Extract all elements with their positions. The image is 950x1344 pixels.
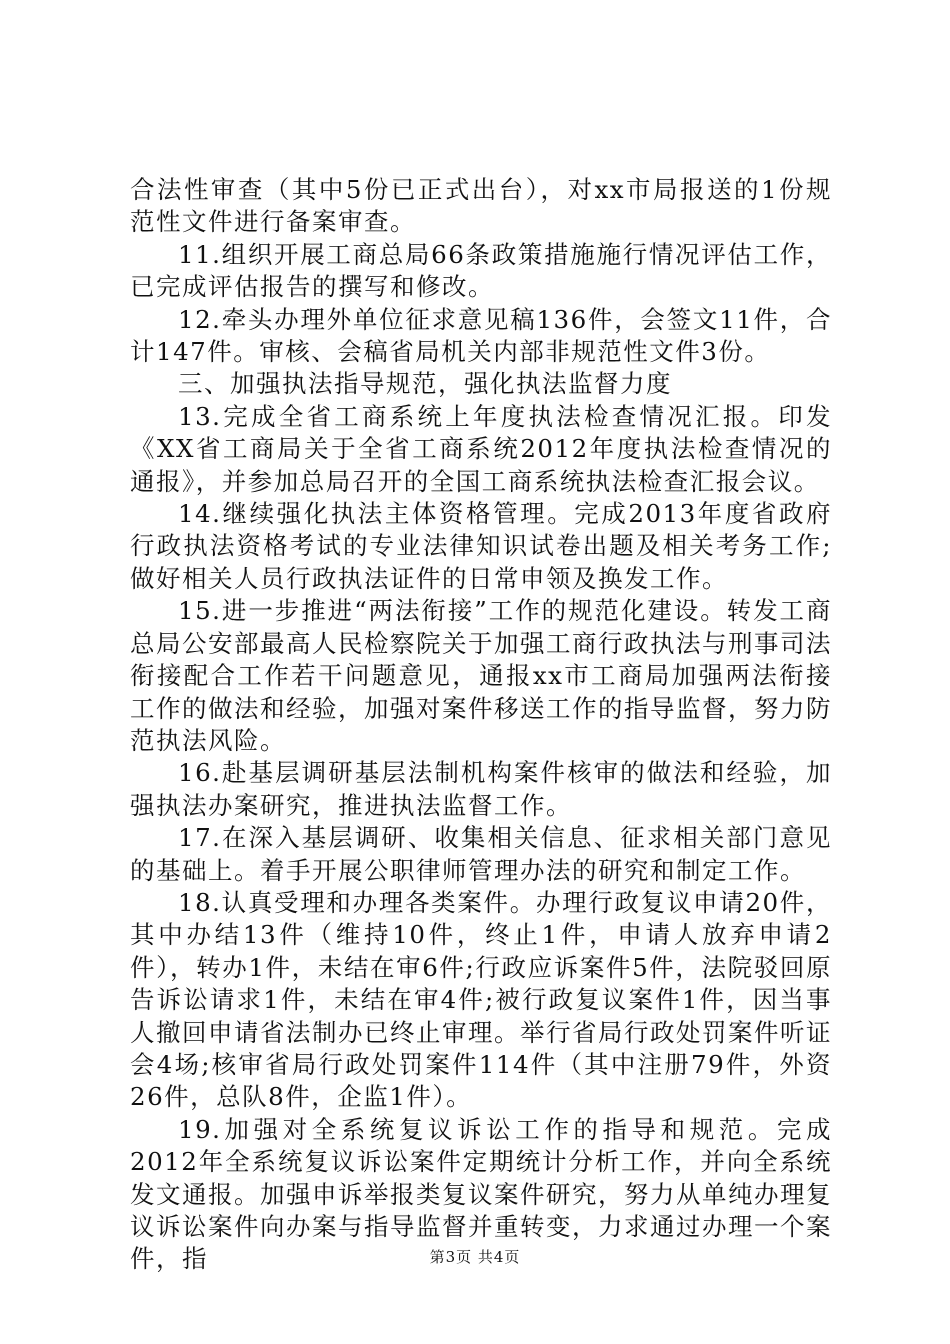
paragraph: 18.认真受理和办理各类案件。办理行政复议申请20件，其中办结13件（维持10件，终止1件，申请人放弃申请2件），转办1件，未结在审6件;行政应诉案件5件，法院驳回原告诉讼请求1件，未结在审4件;被行政复议案件1件，因当事人撤回申请省法制办已终止审理。举行省局行政处罚案件听证会4场;核审省局行政处罚案件114件（其中注册79件，外资26件，总队8件，企监1件）。 [130,887,832,1112]
paragraph: 合法性审查（其中5份已正式出台），对xx市局报送的1份规范性文件进行备案审查。 [130,175,832,237]
paragraph: 15.进一步推进“两法衔接”工作的规范化建设。转发工商总局公安部最高人民检察院关于加强工商行政执法与刑事司法衔接配合工作若干问题意见，通报xx市工商局加强两法衔接工作的做法和经验，加强对案件移送工作的指导监督，努力防范执法风险。 [130,596,832,755]
paragraph: 11.组织开展工商总局66条政策措施施行情况评估工作，已完成评估报告的撰写和修改。 [130,239,832,302]
paragraph: 17.在深入基层调研、收集相关信息、征求相关部门意见的基础上。着手开展公职律师管理办法的研究和制定工作。 [130,823,832,885]
document-body [130,174,832,1276]
paragraph: 12.牵头办理外单位征求意见稿136件，会签文11件，合计147件。审核、会稿省局机关内部非规范性文件3份。 [130,304,832,367]
paragraph: 16.赴基层调研基层法制机构案件核审的做法和经验，加强执法办案研究，推进执法监督工作。 [130,758,832,820]
page-number: 第3页 共4页 [429,1248,521,1266]
paragraph: 19.加强对全系统复议诉讼工作的指导和规范。完成2012年全系统复议诉讼案件定期统计分析工作，并向全系统发文通报。加强申诉举报类复议案件研究，努力从单纯办理复议诉讼案件向办案与指导监督并重转变，力求通过办理一个案件，指 [130,1114,832,1274]
section-heading: 三、加强执法指导规范，强化执法监督力度 [178,369,672,399]
paragraph: 13.完成全省工商系统上年度执法检查情况汇报。印发《XX省工商局关于全省工商系统2012年度执法检查情况的通报》，并参加总局召开的全国工商系统执法检查汇报会议。 [130,401,832,496]
paragraph: 14.继续强化执法主体资格管理。完成2013年度省政府行政执法资格考试的专业法律知识试卷出题及相关考务工作;做好相关人员行政执法证件的日常申领及换发工作。 [130,499,832,593]
